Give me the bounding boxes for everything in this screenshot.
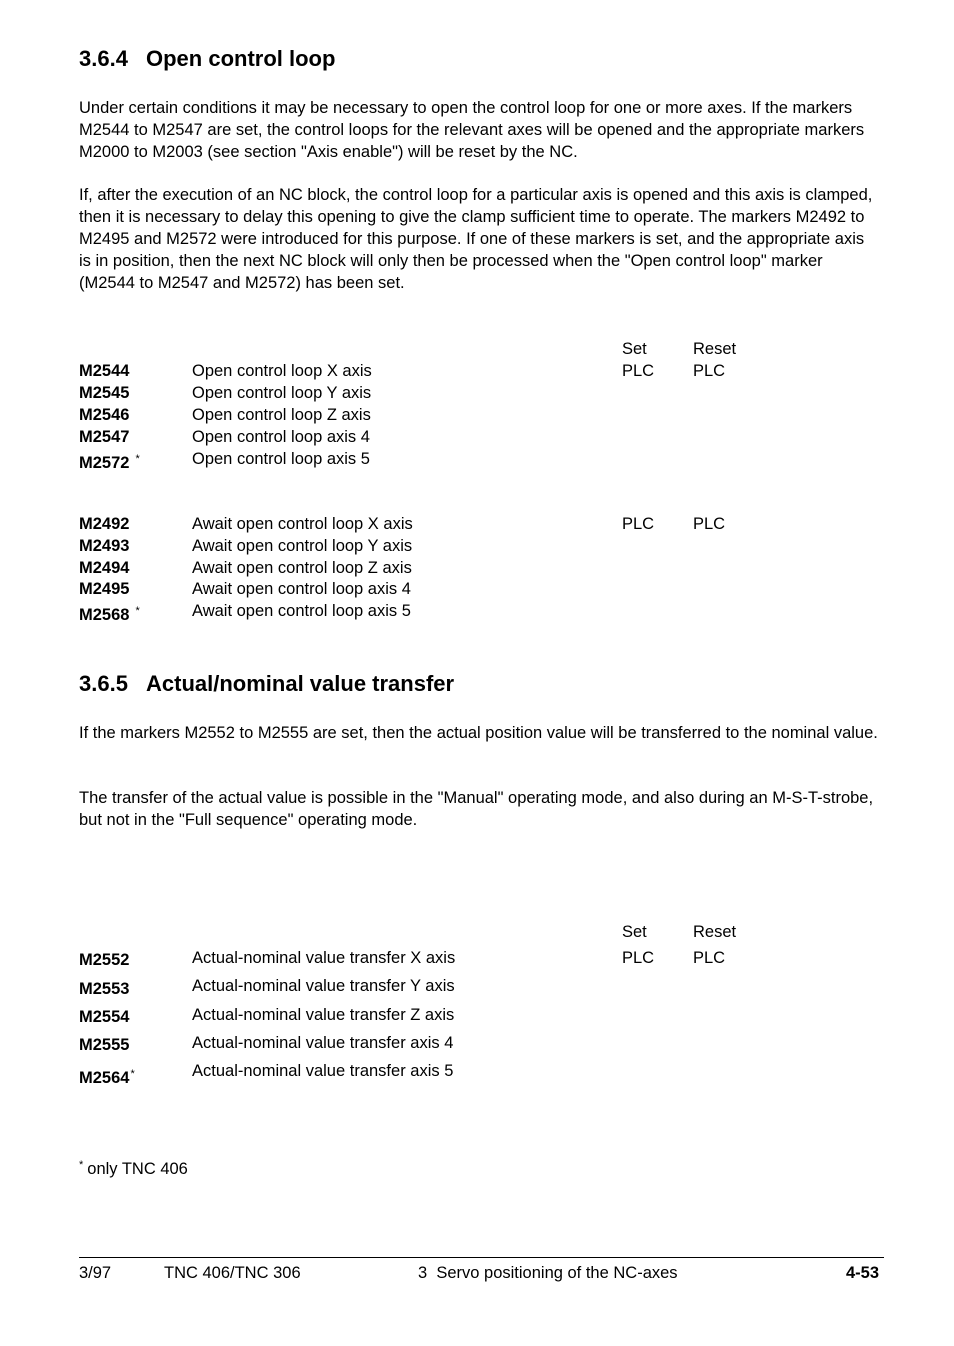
paragraph: Under certain conditions it may be necessary to open the control loop for one or more axes. If the markers M2544 to M2547 are set, the control loops for the relevant axes will be opened and the appropriate markers M2000 to M2003 (see section "Axis enable") will be reset by the NC. <box>79 99 865 161</box>
marker-description: Actual-nominal value transfer Z axis <box>192 1006 455 1024</box>
marker-code: M2493 <box>79 537 130 555</box>
table-row <box>79 535 879 557</box>
table-row <box>79 1032 879 1054</box>
table-row <box>79 600 879 622</box>
footer-model: TNC 406/TNC 306 <box>164 1264 301 1282</box>
footnote-mark: * <box>79 1159 84 1171</box>
table-row <box>79 360 879 382</box>
marker-code: M2564* <box>79 1068 135 1087</box>
section-heading-3-6-5 <box>79 671 454 697</box>
footer-page-number: 4-53 <box>845 1264 879 1282</box>
footer-rule <box>79 1257 884 1258</box>
marker-code: M2492 <box>79 515 130 533</box>
section-title: Actual/nominal value transfer <box>146 671 455 696</box>
marker-description: Actual-nominal value transfer Y axis <box>192 977 455 995</box>
reset-column-header: Reset <box>693 340 737 358</box>
marker-description: Actual-nominal value transfer X axis <box>192 949 456 967</box>
marker-code: M2545 <box>79 384 130 402</box>
marker-code: M2553 <box>79 980 130 998</box>
marker-description: Open control loop axis 5 <box>192 450 370 468</box>
marker-description: Open control loop Y axis <box>192 384 372 402</box>
footnote-marker: * <box>135 453 140 465</box>
set-value: PLC <box>622 515 655 533</box>
reset-value: PLC <box>693 949 726 967</box>
marker-code: M2546 <box>79 406 130 424</box>
marker-code: M2568 * <box>79 605 140 624</box>
marker-code: M2494 <box>79 559 130 577</box>
marker-description: Await open control loop Y axis <box>192 537 413 555</box>
section-heading-3-6-4 <box>79 46 335 72</box>
table-header <box>79 338 879 360</box>
footnote <box>79 1154 188 1180</box>
footer-date: 3/97 <box>79 1264 112 1282</box>
set-column-header: Set <box>622 923 647 941</box>
marker-description: Await open control loop axis 5 <box>192 602 411 620</box>
paragraph: If, after the execution of an NC block, the control loop for a particular axis is opened and this axis is clamped, then it is necessary to delay this opening to give the clamp sufficient time to operate. The markers M2492 to M2495 and M2572 were introduced for this purpose. If one of these markers is set, and the appropriate axis is in position, then the next NC block will only then be processed when the "Open control loop" marker (M2544 to M2547 and M2572) has been set. <box>79 186 873 292</box>
marker-description: Await open control loop Z axis <box>192 559 412 577</box>
marker-description: Open control loop X axis <box>192 362 372 380</box>
marker-code: M2495 <box>79 580 130 598</box>
marker-code: M2555 <box>79 1036 130 1054</box>
marker-description: Open control loop axis 4 <box>192 428 370 446</box>
set-value: PLC <box>622 362 655 380</box>
table-row <box>79 513 879 535</box>
marker-description: Await open control loop axis 4 <box>192 580 411 598</box>
marker-code: M2547 <box>79 428 130 446</box>
reset-value: PLC <box>693 362 726 380</box>
marker-description: Open control loop Z axis <box>192 406 371 424</box>
reset-value: PLC <box>693 515 726 533</box>
paragraph: If the markers M2552 to M2555 are set, then the actual position value will be transferred to the nominal value. <box>79 724 878 742</box>
table-row <box>79 947 879 969</box>
section-title: Open control loop <box>146 46 336 71</box>
marker-description: Actual-nominal value transfer axis 4 <box>192 1034 454 1052</box>
marker-description: Actual-nominal value transfer axis 5 <box>192 1062 454 1080</box>
reset-column-header: Reset <box>693 923 737 941</box>
table-row <box>79 382 879 404</box>
table-row <box>79 578 879 600</box>
marker-code: M2552 <box>79 951 130 969</box>
set-value: PLC <box>622 949 655 967</box>
marker-code: M2544 <box>79 362 130 380</box>
footer-chapter: 3 Servo positioning of the NC-axes <box>418 1264 678 1282</box>
table-header <box>79 921 879 943</box>
paragraph: The transfer of the actual value is possible in the "Manual" operating mode, and also during an M-S-T-strobe, but not in the "Full sequence" operating mode. <box>79 789 874 829</box>
table-row <box>79 1004 879 1026</box>
marker-description: Await open control loop X axis <box>192 515 413 533</box>
table-row <box>79 448 879 470</box>
table-row <box>79 404 879 426</box>
table-row <box>79 426 879 448</box>
set-column-header: Set <box>622 340 647 358</box>
table-row <box>79 975 879 997</box>
footnote-text: only TNC 406 <box>87 1160 188 1178</box>
section-number: 3.6.4 <box>79 46 128 71</box>
table-row <box>79 1060 879 1087</box>
table-row <box>79 557 879 579</box>
marker-code: M2572 * <box>79 453 140 472</box>
footnote-marker: * <box>135 605 140 617</box>
section-number: 3.6.5 <box>79 671 128 696</box>
footnote-marker: * <box>130 1068 135 1080</box>
marker-code: M2554 <box>79 1008 130 1026</box>
